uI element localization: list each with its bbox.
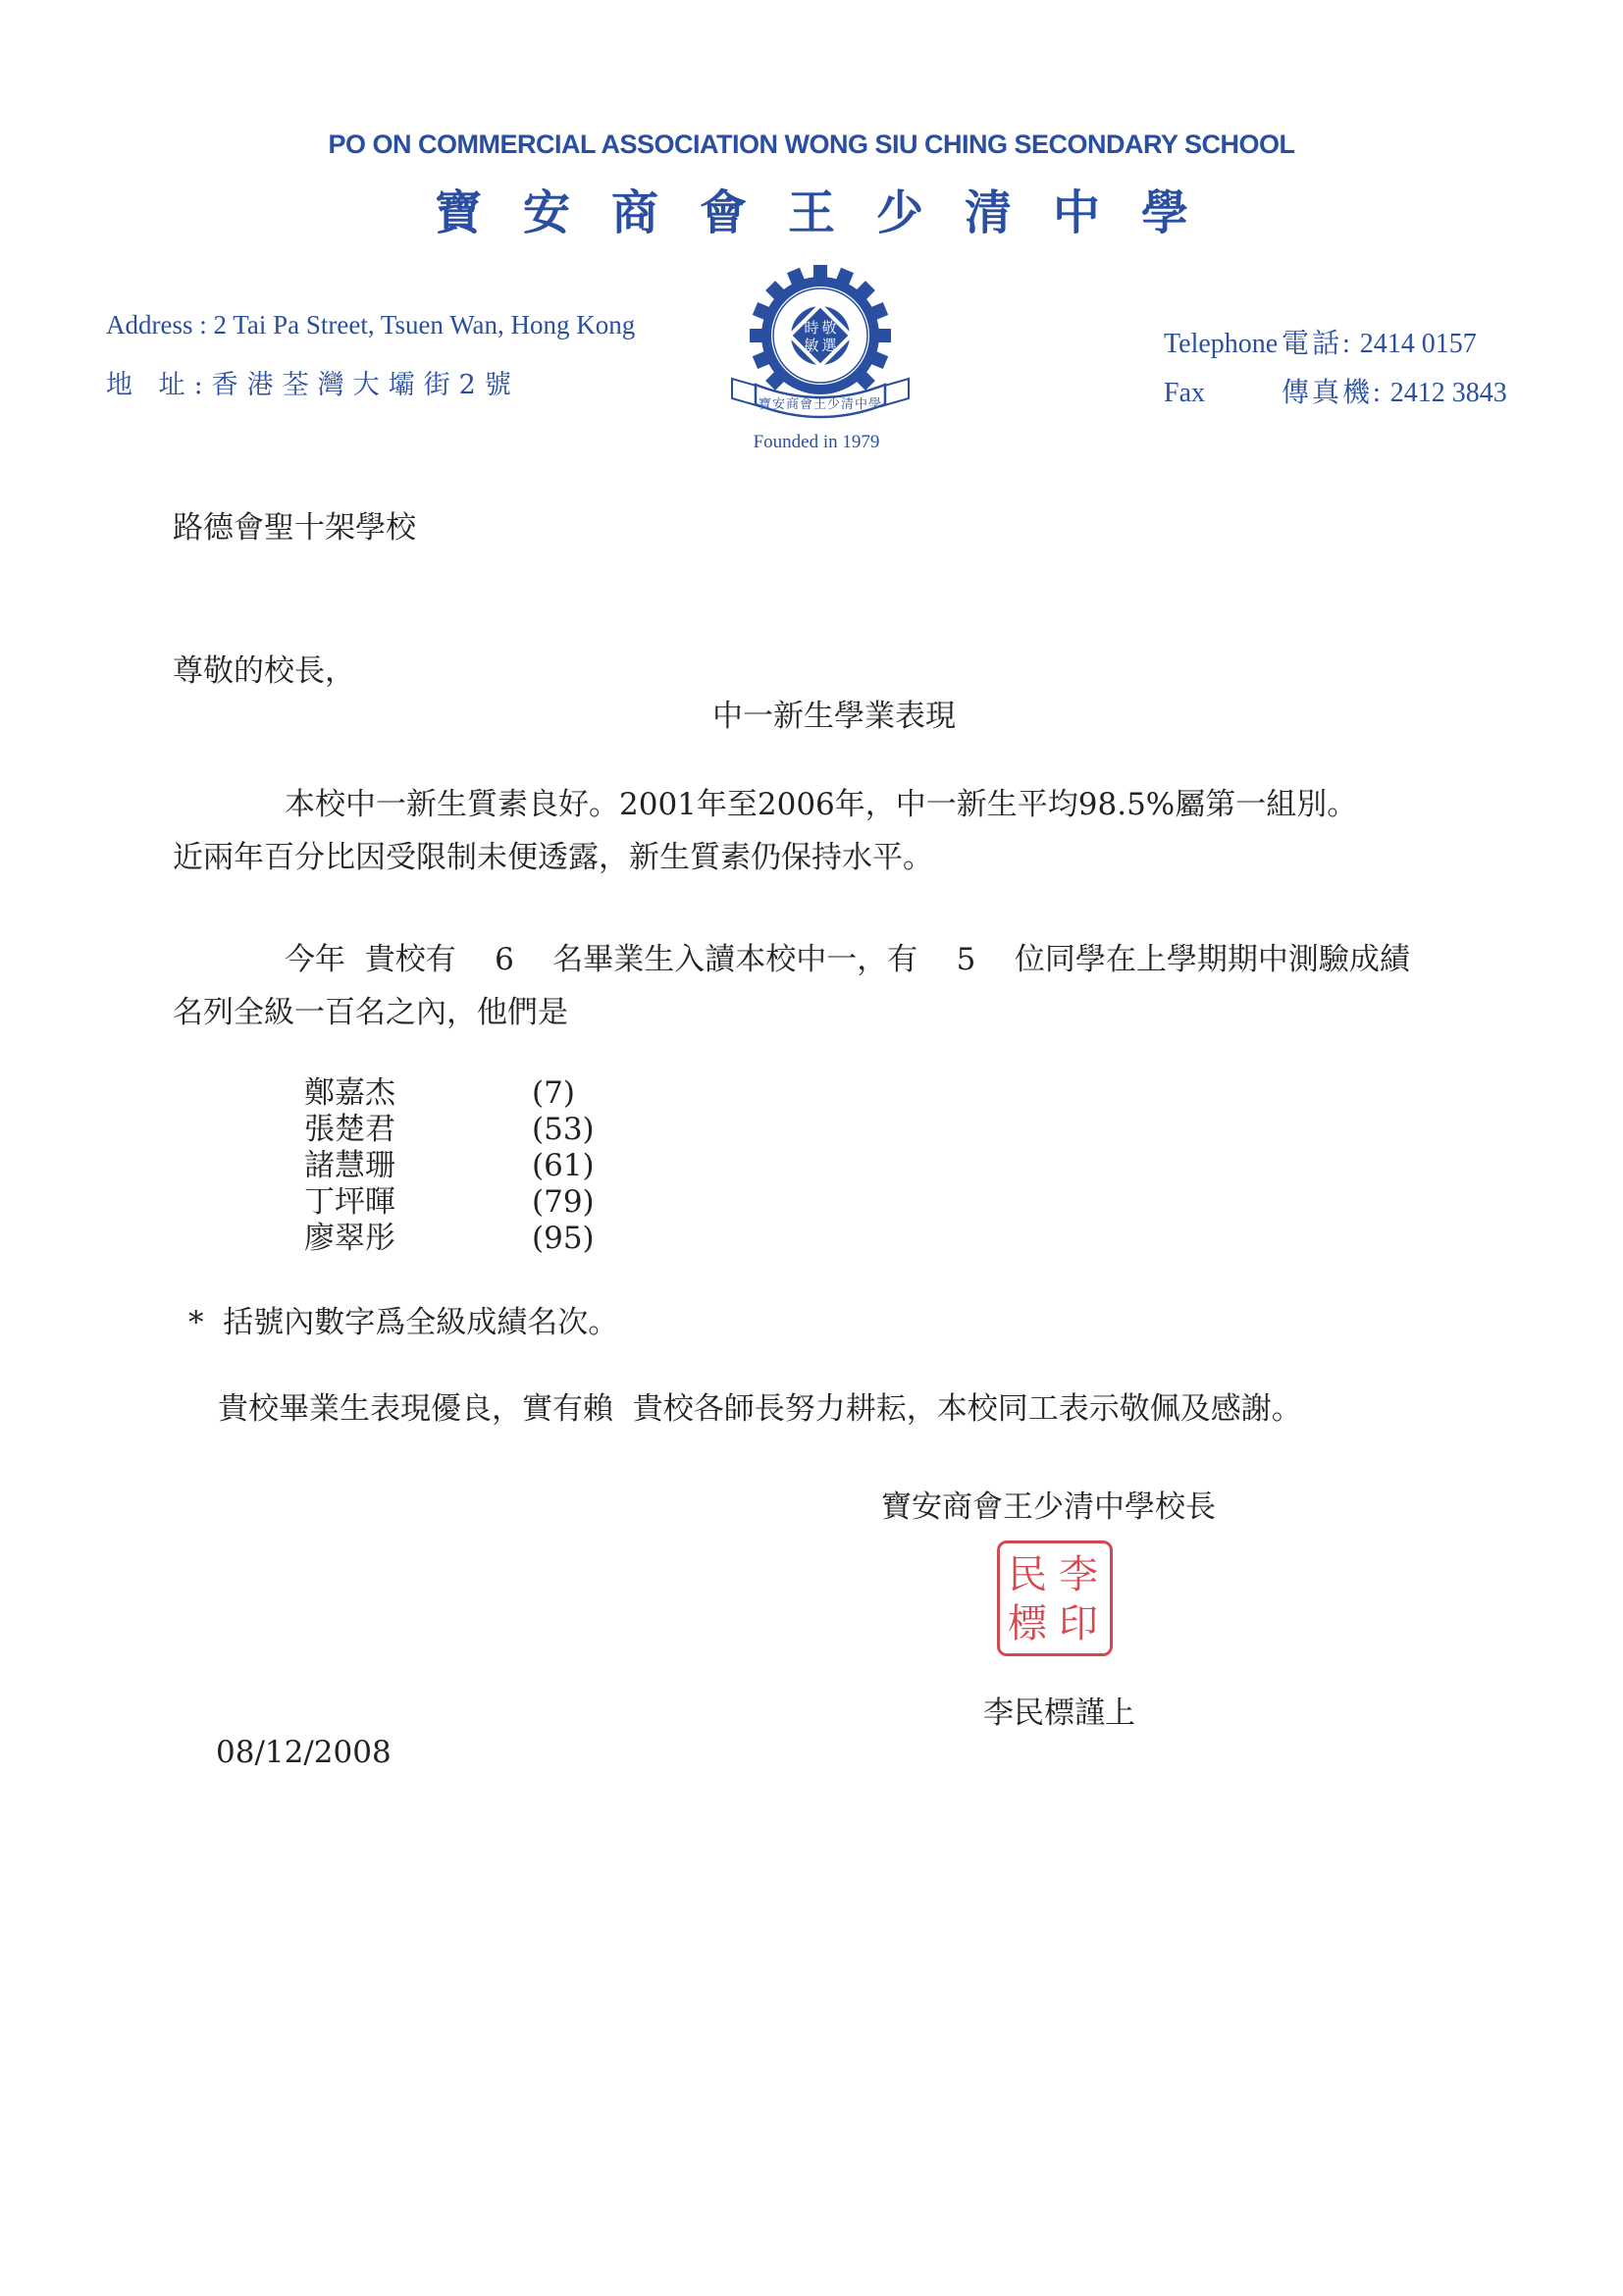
letter-date: 08/12/2008 — [216, 1735, 392, 1770]
seal-char: 標 — [1008, 1601, 1047, 1646]
signatory-name: 李民標謹上 — [983, 1696, 1135, 1731]
rank-note: * 括號內數字爲全級成績名次。 — [188, 1305, 619, 1340]
telephone-label: Telephone — [1164, 329, 1279, 359]
telephone-label-zh: 電話: — [1282, 329, 1353, 359]
student-rank: (61) — [532, 1148, 595, 1183]
personal-seal — [997, 1540, 1113, 1656]
school-name-chinese: 寶安商會王少清中學 — [434, 185, 1230, 240]
seal-char: 印 — [1059, 1601, 1098, 1646]
student-rank: (53) — [532, 1112, 595, 1147]
telephone-line — [1164, 322, 1477, 361]
paragraph-2-line-2: 名列全級一百名之內，他們是 — [173, 995, 568, 1030]
paragraph-2-line-1: 今年 貴校有 6 名畢業生入讀本校中一，有 5 位同學在上學期期中測驗成績 — [285, 942, 1410, 977]
student-name: 張楚君 — [304, 1112, 395, 1147]
fax-number: 2412 3843 — [1389, 378, 1507, 408]
seal-char: 李 — [1059, 1552, 1098, 1597]
seal-char: 民 — [1008, 1552, 1047, 1597]
student-name: 鄭嘉杰 — [304, 1075, 395, 1111]
student-rank: (7) — [532, 1075, 575, 1111]
fax-line — [1164, 371, 1507, 410]
svg-text:時: 時 — [804, 319, 819, 337]
letter-subject: 中一新生學業表現 — [712, 699, 956, 734]
signatory-title: 寶安商會王少清中學校長 — [881, 1489, 1216, 1525]
student-name: 諸慧珊 — [304, 1148, 395, 1183]
fax-label: Fax — [1164, 378, 1205, 408]
address-chinese: 地 址:香港荃灣大壩街2號 — [106, 370, 520, 400]
student-name: 丁坪暉 — [304, 1184, 395, 1220]
school-crest-icon — [724, 263, 916, 428]
founded-year: Founded in 1979 — [753, 432, 880, 452]
telephone-number: 2414 0157 — [1359, 329, 1477, 359]
paragraph-1-line-1: 本校中一新生質素良好。2001年至2006年，中一新生平均98.5%屬第一組別。 — [285, 787, 1358, 822]
svg-text:敏: 敏 — [804, 337, 819, 354]
fax-label-zh: 傳真機: — [1282, 378, 1384, 408]
svg-text:選: 選 — [821, 337, 837, 354]
school-name-english: PO ON COMMERCIAL ASSOCIATION WONG SIU CHING SECONDARY SCHOOL — [328, 130, 1295, 159]
salutation: 尊敬的校長， — [173, 653, 355, 689]
svg-text:敬: 敬 — [821, 319, 837, 337]
student-rank: (95) — [532, 1221, 595, 1256]
student-row — [304, 1213, 595, 1257]
student-rank: (79) — [532, 1184, 595, 1220]
address-english: Address : 2 Tai Pa Street, Tsuen Wan, Hong Kong — [106, 310, 636, 339]
paragraph-1-line-2: 近兩年百分比因受限制未便透露，新生質素仍保持水平。 — [173, 840, 933, 875]
student-name: 廖翠彤 — [304, 1221, 395, 1256]
svg-text:寶安商會王少清中學: 寶安商會王少清中學 — [758, 397, 883, 412]
closing-paragraph: 貴校畢業生表現優良，實有賴 貴校各師長努力耕耘，本校同工表示敬佩及感謝。 — [218, 1391, 1302, 1427]
recipient: 路德會聖十架學校 — [173, 510, 416, 546]
